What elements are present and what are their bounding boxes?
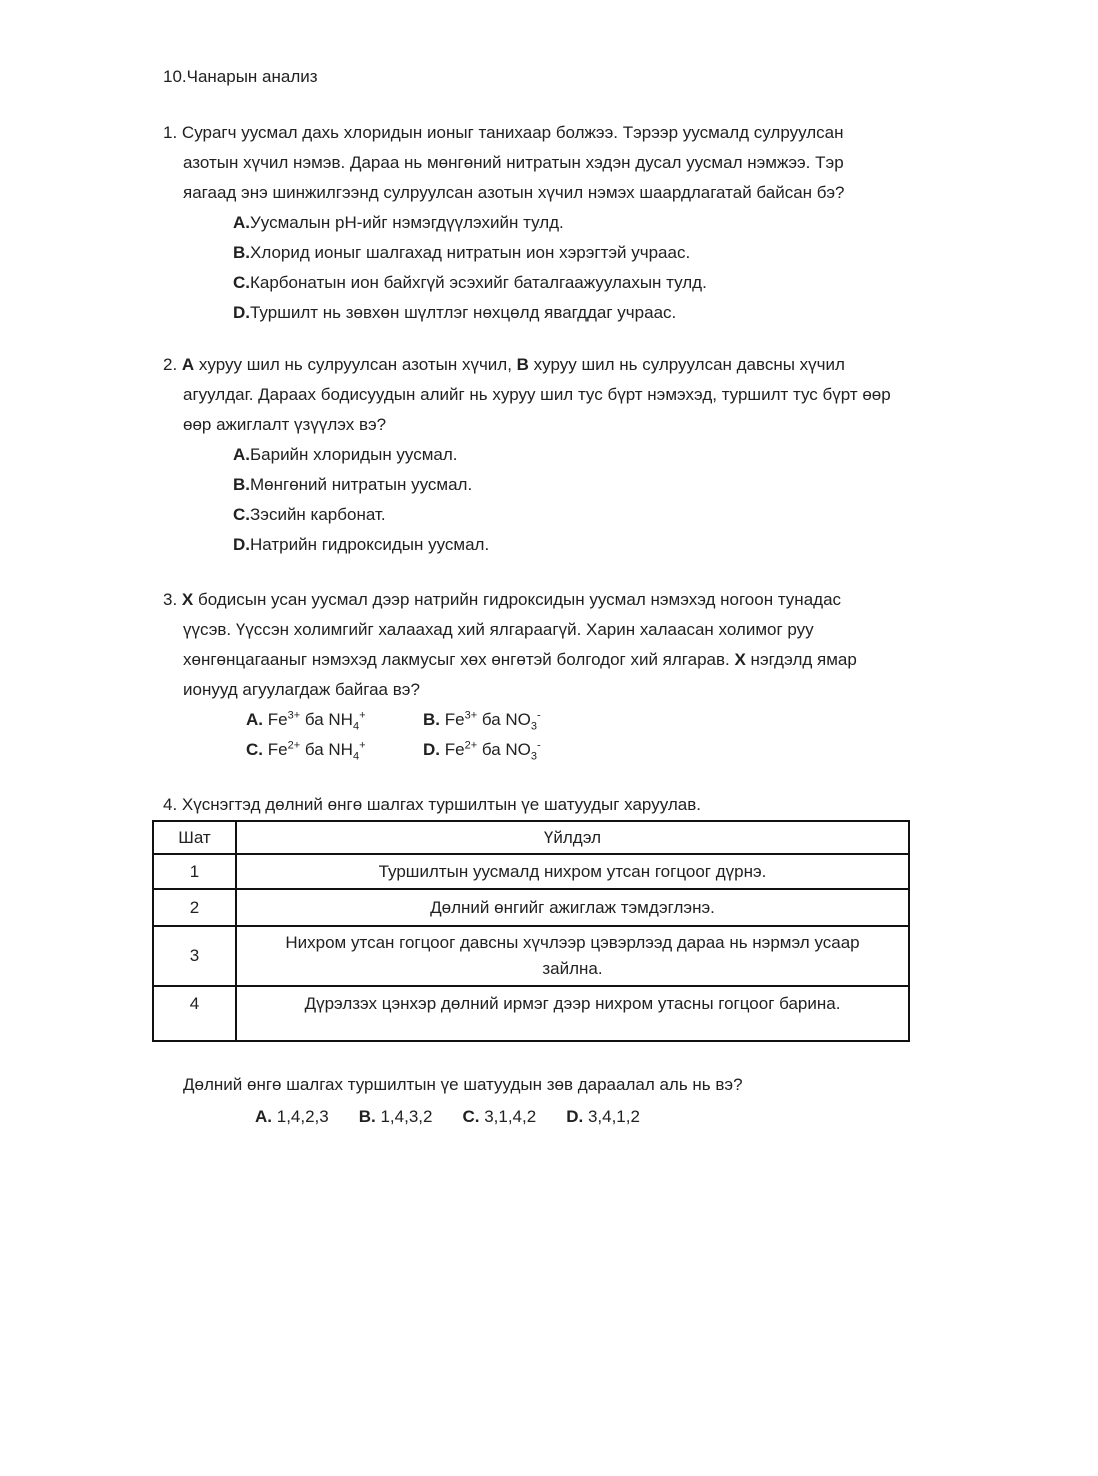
question-3 bbox=[163, 585, 893, 705]
option-label: C. bbox=[462, 1107, 480, 1126]
table-action-cell: Туршилтын уусмалд нихром утсан гогцоог дүрнэ. bbox=[236, 854, 909, 889]
ion-subscript: 4 bbox=[352, 720, 360, 733]
question-2-option-d bbox=[233, 530, 933, 560]
option-text: Мөнгөний нитратын уусмал. bbox=[250, 475, 473, 494]
ion-charge: 3+ bbox=[287, 709, 301, 722]
ion-formula: ба NH bbox=[300, 710, 353, 729]
question-3-text-2: нэгдэлд ямар ионууд агуулагдаж байгаа вэ? bbox=[183, 650, 857, 699]
option-label: A. bbox=[255, 1107, 272, 1126]
ion-charge: - bbox=[537, 709, 541, 722]
question-2-text-2: хуруу шил нь сулруулсан давсны хүчил агуулдаг. Дараах бодисуудын алийг нь хуруу шил тус бүрт нэмэхэд, туршилт тус бүрт өөр өөр ажиглалт үзүүлэх вэ? bbox=[183, 355, 891, 434]
table-action-cell: Нихром утсан гогцоог давсны хүчлээр цэвэрлээд дараа нь нэрмэл усаар зайлна. bbox=[236, 926, 909, 986]
option-label: B. bbox=[233, 475, 250, 494]
option-label: C. bbox=[246, 740, 263, 759]
ion-subscript: 4 bbox=[352, 750, 360, 763]
option-label: D. bbox=[233, 303, 250, 322]
question-2-option-a bbox=[233, 440, 933, 470]
table-row bbox=[153, 889, 909, 926]
ion-charge: - bbox=[537, 739, 541, 752]
ion-charge: + bbox=[359, 709, 366, 722]
table-header-action: Үйлдэл bbox=[236, 821, 909, 854]
option-text: Натрийн гидроксидын уусмал. bbox=[250, 535, 490, 554]
option-label: C. bbox=[233, 273, 250, 292]
option-label: D. bbox=[423, 740, 440, 759]
ion-subscript: 3 bbox=[530, 720, 537, 733]
question-2-number: 2. bbox=[163, 355, 178, 374]
question-3-option-a bbox=[246, 705, 423, 735]
ion-formula: Fe bbox=[267, 740, 288, 759]
question-1-number: 1. bbox=[163, 123, 178, 142]
option-text: Карбонатын ион байхгүй эсэхийг баталгаажуулахын тулд. bbox=[250, 273, 707, 292]
question-4-option-d bbox=[566, 1102, 640, 1132]
question-2-option-c bbox=[233, 500, 933, 530]
question-1-option-b bbox=[233, 238, 933, 268]
option-label: D. bbox=[233, 535, 250, 554]
question-3-options bbox=[246, 705, 933, 765]
option-text: 3,1,4,2 bbox=[484, 1107, 537, 1126]
option-text: Барийн хлоридын уусмал. bbox=[250, 445, 458, 464]
table-row bbox=[153, 926, 909, 986]
table-header-step: Шат bbox=[153, 821, 236, 854]
question-1-text: Сурагч уусмал дахь хлоридын ионыг танихаар болжээ. Тэрээр уусмалд сулруулсан азотын хүчил нэмэв. Дараа нь мөнгөний нитратын хэдэн дусал уусмал нэмжээ. Тэр яагаад энэ шинжилгээнд сулруулсан азотын хүчил нэмэх шаардлагатай байсан бэ? bbox=[181, 123, 845, 202]
ion-charge: 3+ bbox=[464, 709, 478, 722]
question-4-closing-text: Дөлний өнгө шалгах туршилтын үе шатуудын зөв дараалал аль нь вэ? bbox=[183, 1075, 743, 1094]
option-label: D. bbox=[566, 1107, 584, 1126]
table-row bbox=[153, 854, 909, 889]
option-text: Уусмалын pH-ийг нэмэгдүүлэхийн тулд. bbox=[250, 213, 564, 232]
question-1 bbox=[163, 118, 893, 208]
question-4-option-b bbox=[359, 1102, 433, 1132]
question-1-option-d bbox=[233, 298, 933, 328]
question-3-bold-x2: X bbox=[734, 650, 746, 669]
question-3-option-d bbox=[423, 735, 541, 765]
table-step-cell: 1 bbox=[153, 854, 236, 889]
question-4-options bbox=[255, 1102, 933, 1132]
option-label: A. bbox=[233, 213, 250, 232]
option-label: A. bbox=[246, 710, 263, 729]
question-4-option-a bbox=[255, 1102, 329, 1132]
option-text: 1,4,2,3 bbox=[276, 1107, 329, 1126]
ion-formula: Fe bbox=[267, 710, 288, 729]
option-text: Зэсийн карбонат. bbox=[250, 505, 386, 524]
question-3-option-b bbox=[423, 705, 541, 735]
question-1-option-a bbox=[233, 208, 933, 238]
ion-charge: + bbox=[359, 739, 366, 752]
question-3-option-c bbox=[246, 735, 423, 765]
ion-formula: Fe bbox=[444, 710, 465, 729]
question-3-text-1: бодисын усан уусмал дээр натрийн гидроксидын уусмал нэмэхэд ногоон тунадас үүсэв. Үүссэн холимгийг халаахад хий ялгараагүй. Харин халаасан холимог руу хөнгөнцагааныг нэмэхэд лакмусыг хөх өнгөтэй болгодог хий ялгарав. bbox=[183, 590, 842, 669]
option-text: Туршилт нь зөвхөн шүлтлэг нөхцөлд явагддаг учраас. bbox=[250, 303, 677, 322]
table-step-cell: 2 bbox=[153, 889, 236, 926]
ion-formula: Fe bbox=[444, 740, 465, 759]
option-text: Хлорид ионыг шалгахад нитратын ион хэрэгтэй учраас. bbox=[250, 243, 691, 262]
ion-formula: ба NO bbox=[477, 740, 531, 759]
question-2-options bbox=[233, 440, 933, 560]
option-label: A. bbox=[233, 445, 250, 464]
ion-formula: ба NO bbox=[477, 710, 531, 729]
option-label: C. bbox=[233, 505, 250, 524]
ion-charge: 2+ bbox=[464, 739, 478, 752]
ion-charge: 2+ bbox=[287, 739, 301, 752]
question-1-options bbox=[233, 208, 933, 328]
question-2-option-b bbox=[233, 470, 933, 500]
question-3-number: 3. bbox=[163, 590, 178, 609]
table-action-cell: Дүрэлзэх цэнхэр дөлний ирмэг дээр нихром утасны гогцоог барина. bbox=[236, 986, 909, 1041]
table-step-cell: 4 bbox=[153, 986, 236, 1041]
question-4 bbox=[163, 790, 893, 820]
option-label: B. bbox=[358, 1107, 376, 1126]
option-text: 3,4,1,2 bbox=[587, 1107, 640, 1126]
question-2-text-1: хуруу шил нь сулруулсан азотын хүчил, bbox=[194, 355, 517, 374]
question-4-text: Хүснэгтэд дөлний өнгө шалгах туршилтын үе шатуудыг харуулав. bbox=[181, 795, 701, 814]
table-step-cell: 3 bbox=[153, 926, 236, 986]
table-action-cell: Дөлний өнгийг ажиглаж тэмдэглэнэ. bbox=[236, 889, 909, 926]
question-2-bold-b: B bbox=[516, 355, 529, 374]
option-text: 1,4,3,2 bbox=[380, 1107, 433, 1126]
question-4-number: 4. bbox=[163, 795, 178, 814]
question-4-option-c bbox=[462, 1102, 536, 1132]
question-2-bold-a: A bbox=[181, 355, 195, 374]
option-label: B. bbox=[423, 710, 440, 729]
flame-test-steps-table bbox=[152, 820, 910, 1042]
table-header-row bbox=[153, 821, 909, 854]
table-row bbox=[153, 986, 909, 1041]
ion-formula: ба NH bbox=[300, 740, 353, 759]
option-label: B. bbox=[233, 243, 250, 262]
question-3-bold-x1: X bbox=[181, 590, 194, 609]
ion-subscript: 3 bbox=[530, 750, 537, 763]
question-2 bbox=[163, 350, 893, 440]
question-1-option-c bbox=[233, 268, 933, 298]
page-title: 10.Чанарын анализ bbox=[163, 67, 318, 86]
